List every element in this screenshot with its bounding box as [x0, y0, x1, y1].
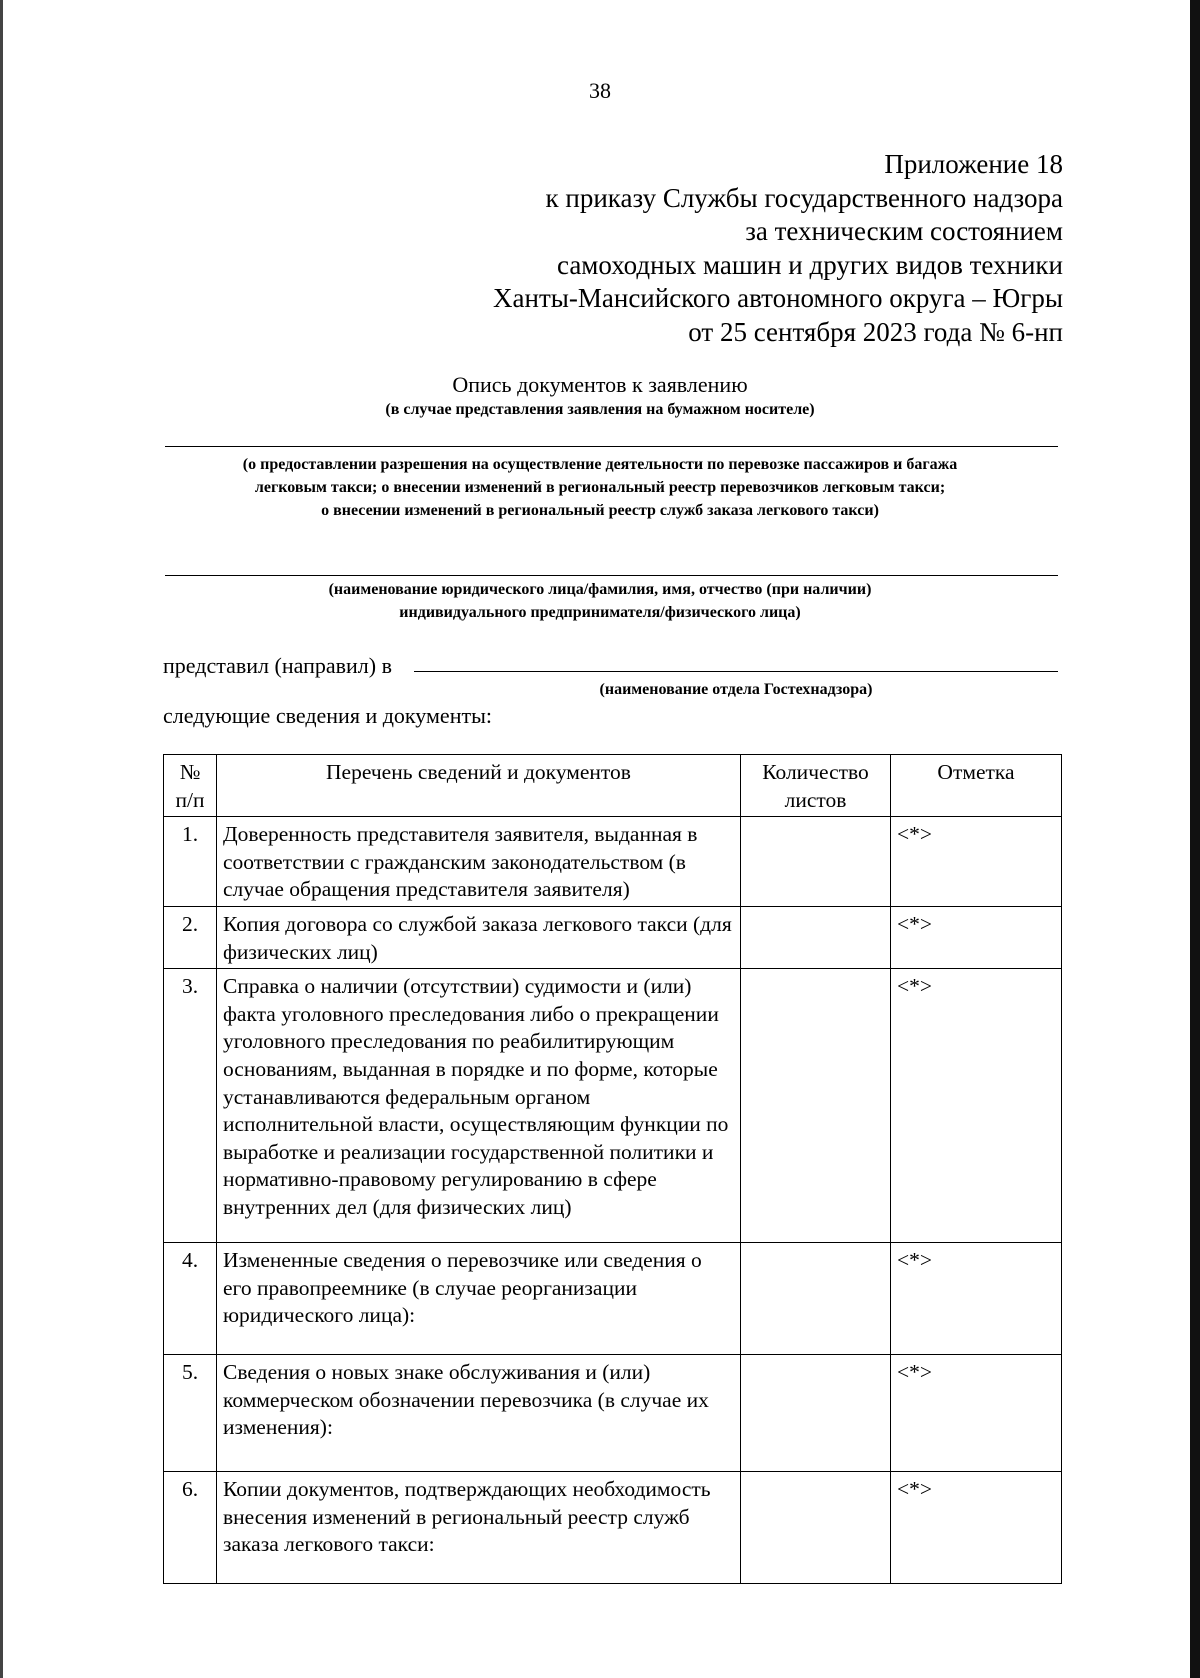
row-number: 5. — [164, 1355, 217, 1472]
scan-edge-right — [1190, 0, 1200, 1678]
following-label: следующие сведения и документы: — [163, 703, 492, 728]
row-sheet-count — [741, 1243, 891, 1355]
document-title: Опись документов к заявлению — [452, 372, 748, 397]
table-row — [164, 817, 1062, 907]
row-document-name: Справка о наличии (отсутствии) судимости и (или) факта уголовного преследования либо о прекращении уголовного преследования по реабилитирующим основаниям, выданная в порядке и по форме, которые устанавливаются федеральным органом исполнительной власти, осуществляющим функции по выработке и реализации государственной политики и нормативно-правовому регулированию в сфере внутренних дел (для физических лиц) — [217, 969, 741, 1243]
documents-table — [163, 754, 1062, 1584]
table-header-row — [164, 755, 1062, 817]
row-sheet-count — [741, 906, 891, 968]
row-sheet-count — [741, 817, 891, 907]
row-document-name: Копии документов, подтверждающих необходимость внесения изменений в региональный реестр служб заказа легкового такси: — [217, 1472, 741, 1584]
row-number: 6. — [164, 1472, 217, 1584]
entity-caption-line: индивидуального предпринимателя/физического лица) — [399, 604, 801, 621]
row-sheet-count — [741, 1355, 891, 1472]
row-number: 1. — [164, 817, 217, 907]
header-line: самоходных машин и других видов техники — [557, 249, 1063, 280]
table-row — [164, 969, 1062, 1243]
row-sheet-count — [741, 1472, 891, 1584]
header-qty: Количество листов — [741, 755, 891, 817]
header-num: № п/п — [164, 755, 217, 817]
row-mark: <*> — [891, 906, 1062, 968]
row-document-name: Копия договора со службой заказа легкового такси (для физических лиц) — [217, 906, 741, 968]
purpose-caption-line: легковым такси; о внесении изменений в региональный реестр перевозчиков легковым такси; — [254, 479, 946, 496]
table-row — [164, 1243, 1062, 1355]
header-mark: Отметка — [891, 755, 1062, 817]
header-line: Ханты-Мансийского автономного округа – Югры — [493, 283, 1063, 314]
row-mark: <*> — [891, 1355, 1062, 1472]
fill-in-line-entity — [165, 575, 1058, 576]
scan-edge-left — [0, 0, 3, 1678]
header-name: Перечень сведений и документов — [217, 755, 741, 817]
purpose-caption-line: о внесении изменений в региональный реестр служб заказа легкового такси) — [321, 502, 879, 519]
presented-label: представил (направил) в — [163, 653, 392, 678]
document-subtitle: (в случае представления заявления на бумажном носителе) — [385, 401, 815, 418]
page-number: 38 — [589, 78, 611, 103]
fill-in-line-department — [414, 671, 1058, 672]
entity-caption — [0, 578, 1200, 624]
purpose-caption-line: (о предоставлении разрешения на осуществление деятельности по перевозке пассажиров и багажа — [242, 456, 958, 473]
department-caption: (наименование отдела Гостехнадзора) — [599, 681, 873, 698]
row-mark: <*> — [891, 969, 1062, 1243]
header-line: за техническим состоянием — [745, 216, 1063, 247]
purpose-caption — [0, 453, 1200, 522]
row-document-name: Доверенность представителя заявителя, выданная в соответствии с гражданским законодательством (в случае обращения представителя заявителя) — [217, 817, 741, 907]
table-row — [164, 906, 1062, 968]
header-line: Приложение 18 — [884, 149, 1063, 179]
row-sheet-count — [741, 969, 891, 1243]
row-number: 4. — [164, 1243, 217, 1355]
row-mark: <*> — [891, 817, 1062, 907]
row-number: 2. — [164, 906, 217, 968]
table-row — [164, 1472, 1062, 1584]
entity-caption-line: (наименование юридического лица/фамилия, имя, отчество (при наличии) — [328, 581, 872, 598]
fill-in-line-purpose — [165, 446, 1058, 447]
header-line: от 25 сентября 2023 года № 6-нп — [688, 316, 1063, 347]
appendix-header — [363, 148, 1063, 350]
table-row — [164, 1355, 1062, 1472]
row-mark: <*> — [891, 1243, 1062, 1355]
row-mark: <*> — [891, 1472, 1062, 1584]
row-document-name: Сведения о новых знаке обслуживания и (или) коммерческом обозначении перевозчика (в случае их изменения): — [217, 1355, 741, 1472]
header-line: к приказу Службы государственного надзора — [545, 182, 1063, 213]
row-number: 3. — [164, 969, 217, 1243]
row-document-name: Измененные сведения о перевозчике или сведения о его правопреемнике (в случае реорганизации юридического лица): — [217, 1243, 741, 1355]
